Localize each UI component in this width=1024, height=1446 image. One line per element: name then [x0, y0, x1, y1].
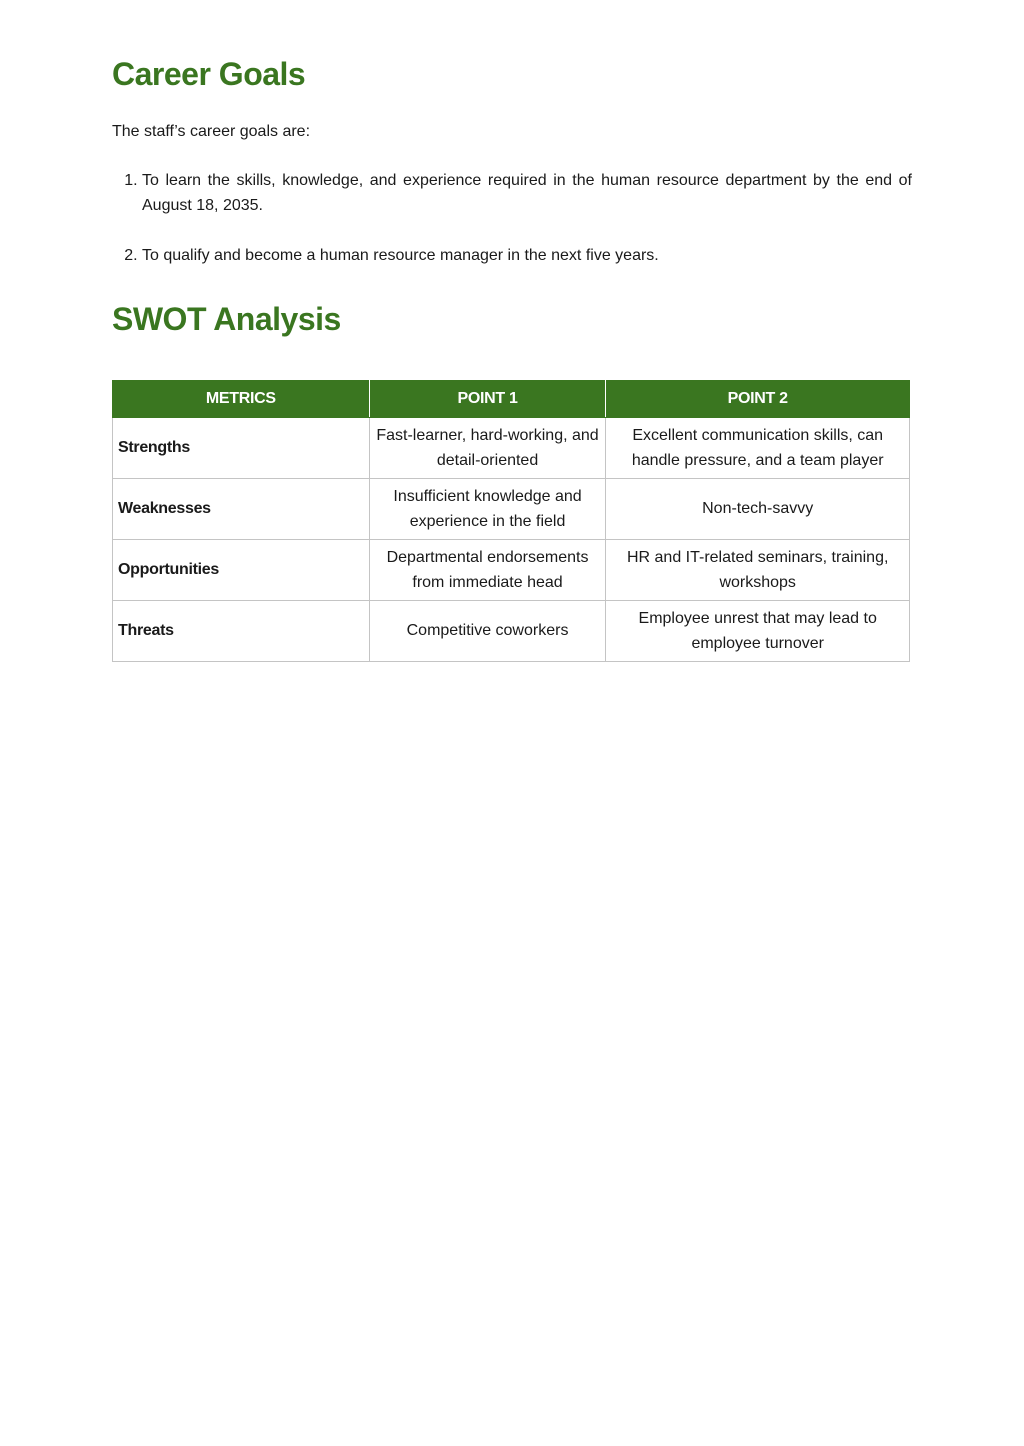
header-metrics: METRICS: [113, 380, 370, 417]
metric-cell: Strengths: [113, 417, 370, 478]
point-2-cell: Employee unrest that may lead to employee turnover: [606, 600, 910, 661]
table-row: [113, 600, 910, 661]
table-row: [113, 539, 910, 600]
point-2-cell: Excellent communication skills, can handle pressure, and a team player: [606, 417, 910, 478]
table-row: [113, 478, 910, 539]
point-1-cell: Competitive coworkers: [369, 600, 606, 661]
table-row: [113, 417, 910, 478]
career-goals-list: [112, 168, 912, 268]
career-goals-intro: The staff’s career goals are:: [112, 123, 311, 141]
point-1-cell: Departmental endorsements from immediate head: [369, 539, 606, 600]
header-point-1: POINT 1: [369, 380, 606, 417]
swot-heading: SWOT Analysis: [112, 301, 341, 338]
header-point-2: POINT 2: [606, 380, 910, 417]
metric-cell: Opportunities: [113, 539, 370, 600]
point-1-cell: Insufficient knowledge and experience in the field: [369, 478, 606, 539]
career-goal-item: 2. To qualify and become a human resource manager in the next five years.: [142, 243, 912, 268]
metric-cell: Weaknesses: [113, 478, 370, 539]
point-2-cell: HR and IT-related seminars, training, workshops: [606, 539, 910, 600]
swot-table: [112, 380, 910, 662]
metric-cell: Threats: [113, 600, 370, 661]
point-2-cell: Non-tech-savvy: [606, 478, 910, 539]
table-header-row: [113, 380, 910, 417]
point-1-cell: Fast-learner, hard-working, and detail-oriented: [369, 417, 606, 478]
career-goal-item: 1. To learn the skills, knowledge, and experience required in the human resource department by the end of August 18, 2035.: [142, 168, 912, 218]
career-goals-heading: Career Goals: [112, 56, 306, 92]
